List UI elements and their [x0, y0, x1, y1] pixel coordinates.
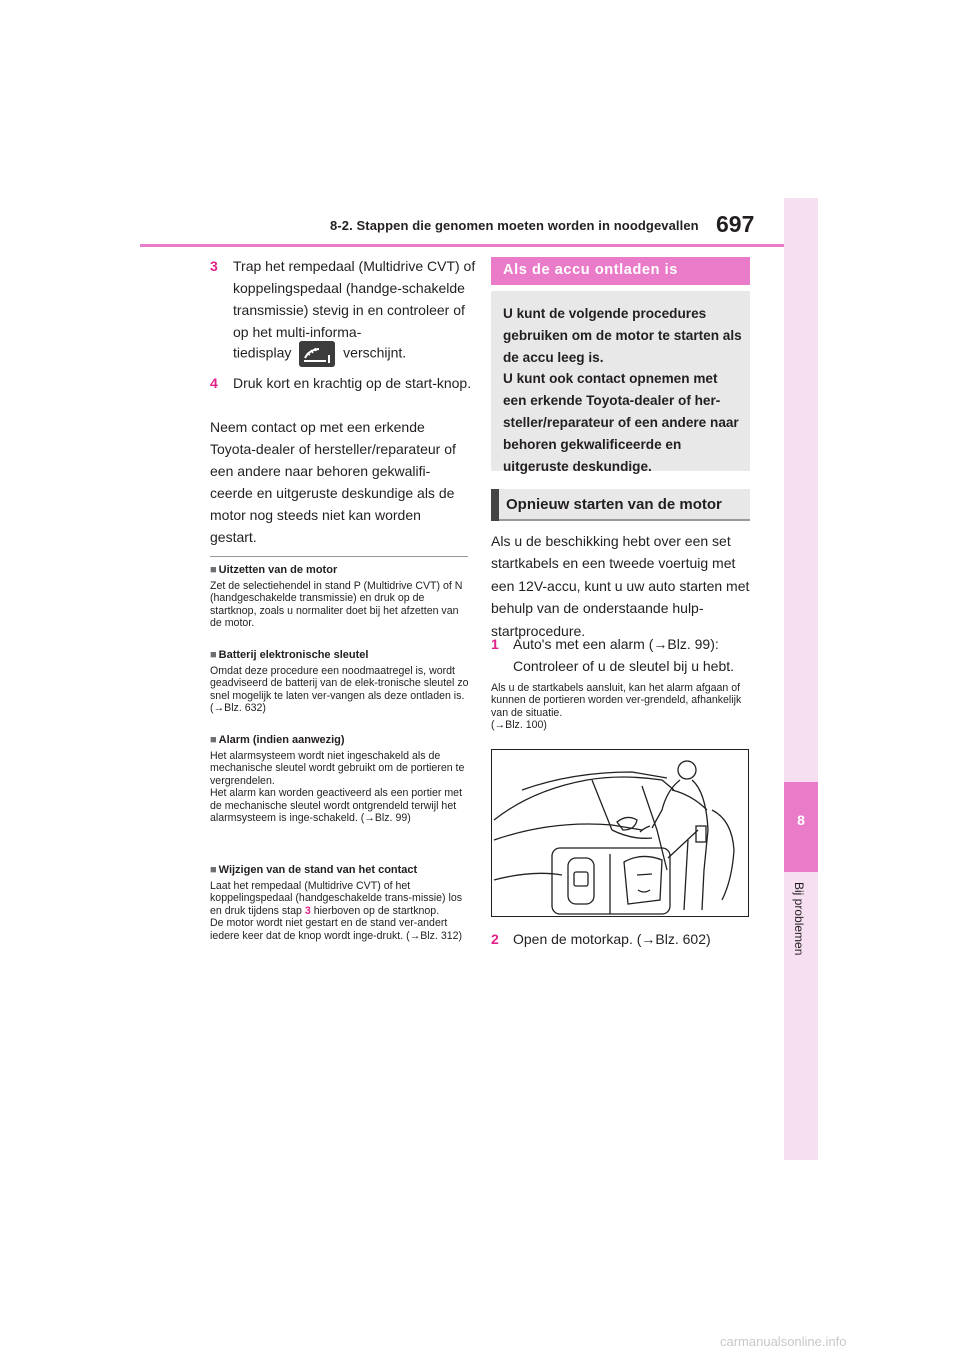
- square-bullet-icon: ■: [210, 564, 217, 576]
- step-number: 3: [210, 258, 218, 274]
- jump-start-paragraph: Als u de beschikking hebt over een set startkabels en een tweede voertuig met een 12V-accu, kunt u uw auto starten met behulp van de onderstaande hulp-startprocedure.: [491, 533, 750, 639]
- subsection-heading: Opnieuw starten van de motor: [506, 496, 722, 513]
- alarm-note: Als u de startkabels aansluit, kan het alarm afgaan of kunnen de portieren worden ver-grendeld, afhankelijk van de situatie. (→Blz. 100): [491, 682, 742, 732]
- note-body: Omdat deze procedure een noodmaatregel is, wordt geadviseerd de batterij van de elek-tronische sleutel zo snel mogelijk te laten ver-vangen als deze ontladen is. (→Blz. 632): [210, 665, 469, 715]
- step-text: [233, 255, 483, 343]
- page-number: 697: [716, 211, 755, 237]
- chapter-side-tab: [784, 198, 818, 1160]
- step-number: 1: [491, 636, 499, 652]
- step-3-text-a: tiedisplay: [233, 344, 292, 361]
- step-number: 2: [491, 931, 499, 947]
- car-key-illustration: [491, 749, 749, 917]
- header-rule: [140, 244, 784, 247]
- chapter-name-wrap: [792, 882, 879, 956]
- chapter-name: Bij problemen: [792, 882, 806, 956]
- watermark: carmanualsonline.info: [720, 1334, 847, 1349]
- note-title: [210, 863, 417, 877]
- note-title: [210, 733, 345, 747]
- note-title-text: Uitzetten van de motor: [218, 564, 338, 576]
- step-number: 4: [210, 375, 218, 391]
- summary-box-text: U kunt de volgende procedures gebruiken om de motor te starten als de accu leeg is. U kunt ook contact opnemen met een erkende Toyota-dealer of her-steller/reparateur of een andere naar behoren gekwalificeerde en uitgeruste deskundige.: [503, 306, 742, 474]
- section-title: 8-2. Stappen die genomen moeten worden in noodgevallen: [330, 218, 699, 233]
- step-3-text-b: verschijnt.: [343, 344, 407, 361]
- step-4-text: Druk kort en krachtig op de start-knop.: [233, 375, 472, 391]
- divider: [210, 556, 468, 557]
- note-body: Het alarmsysteem wordt niet ingeschakeld als de mechanische sleutel wordt gebruikt om de portieren te vergrendelen. Het alarm kan worden geactiveerd als een portier met de mechanische sleutel wordt ontgrendeld terwijl het alarmsysteem is inge-schakeld. (→Blz. 99): [210, 750, 465, 825]
- contact-dealer-paragraph: Neem contact op met een erkende Toyota-dealer of hersteller/reparateur of een andere naar behoren gekwalifi-ceerde en uitgeruste deskundige als de motor nog steeds niet kan worden gestart.: [210, 419, 456, 545]
- step-reference: 3: [304, 904, 311, 917]
- note-title-text: Alarm (indien aanwezig): [218, 734, 345, 746]
- step-1-text: Auto's met een alarm (→Blz. 99): Controleer of u de sleutel bij u hebt.: [513, 636, 735, 675]
- note-title-text: Wijzigen van de stand van het contact: [218, 864, 418, 876]
- note-body-a: Laat het rempedaal (Multidrive CVT) of het koppelingspedaal (handgeschakelde trans-missie) los en druk tijdens stap: [210, 880, 463, 917]
- note-body: Zet de selectiehendel in stand P (Multidrive CVT) of N (handgeschakelde transmissie) en druk op de startknop, zoals u normaliter doet bij het afzetten van de motor.: [210, 580, 463, 630]
- square-bullet-icon: ■: [210, 649, 217, 661]
- section-header-title: Als de accu ontladen is: [503, 262, 678, 278]
- note-title: [210, 563, 337, 577]
- display-warning-icon: [299, 341, 335, 367]
- square-bullet-icon: ■: [210, 864, 217, 876]
- note-title-text: Batterij elektronische sleutel: [218, 649, 369, 661]
- step-3-display-line: [233, 341, 493, 367]
- step-3-text: Trap het rempedaal (Multidrive CVT) of koppelingspedaal (handge-schakelde transmissie) stevig in en controleer of op het multi-informa-: [233, 258, 476, 340]
- car-door-illustration: [492, 750, 748, 916]
- note-body-b: hierboven op de startknop. De motor wordt niet gestart en de stand ver-andert iedere keer dat de knop wordt inge-drukt. (→Blz. 312): [210, 904, 463, 942]
- step-2-text: Open de motorkap. (→Blz. 602): [513, 931, 711, 947]
- chapter-number: 8: [797, 812, 805, 828]
- note-body: [210, 880, 470, 942]
- note-title: [210, 648, 368, 662]
- subsection-heading-bar: [491, 489, 499, 521]
- square-bullet-icon: ■: [210, 734, 217, 746]
